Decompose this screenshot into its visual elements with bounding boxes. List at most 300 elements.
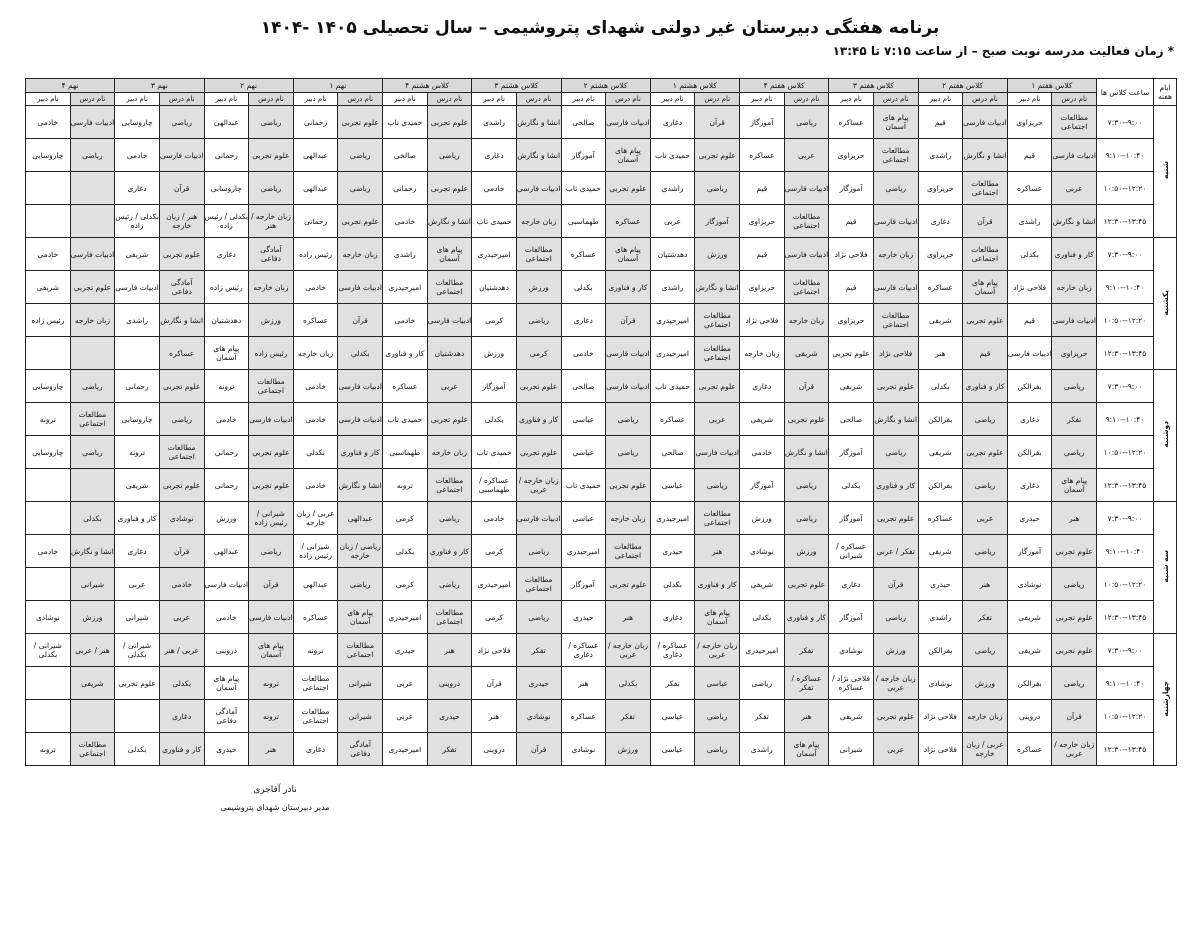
teacher-cell: عیاسی	[561, 436, 606, 469]
subject-cell: ادبیات فارسی	[784, 238, 829, 271]
teacher-cell: قرآن	[472, 667, 517, 700]
subject-cell: شیرانی	[338, 667, 383, 700]
teacher-cell: خادمی	[115, 139, 160, 172]
subject-header: نام درس	[963, 93, 1008, 106]
subject-cell: عباسی	[695, 667, 740, 700]
teacher-cell: امیرحیدری	[740, 634, 785, 667]
teacher-cell: ادبیات فارسی	[1007, 337, 1052, 370]
schedule-hours-note: * زمان فعالیت مدرسه نوبت صبح – از ساعت ۷:۱۵ تا ۱۳:۴۵	[832, 44, 1174, 58]
teacher-cell: رئیس زاده	[204, 271, 249, 304]
subject-cell: ریاضی	[963, 535, 1008, 568]
subject-cell: علوم تجربی	[1052, 634, 1097, 667]
teacher-header: نام دبیر	[561, 93, 606, 106]
teacher-cell: ادبیات فارسی	[115, 271, 160, 304]
schedule-row	[26, 733, 1177, 766]
teacher-cell: نوشادی	[561, 733, 606, 766]
subject-cell: آمادگی دفاعی	[249, 238, 294, 271]
teacher-cell: عربی	[383, 667, 428, 700]
teacher-cell: عساکره / دغاری	[650, 634, 695, 667]
teacher-cell: ریاضی	[740, 667, 785, 700]
subject-cell: بکدلی	[159, 667, 204, 700]
subject-header: نام درس	[606, 93, 651, 106]
teacher-cell: ترونه	[293, 634, 338, 667]
subject-cell: علوم تجربی	[159, 469, 204, 502]
teacher-cell: بفرالکن	[918, 469, 963, 502]
class-header-1: کلاس هفتم ۱	[1007, 79, 1096, 93]
subject-cell: پیام های آسمان	[427, 238, 472, 271]
teacher-cell: امیرحیدری	[650, 337, 695, 370]
teacher-cell: عبدالهی	[293, 568, 338, 601]
subject-cell: علوم تجربی	[159, 370, 204, 403]
teacher-cell: صالحی	[383, 139, 428, 172]
schedule-row	[26, 535, 1177, 568]
subject-cell: ادبیات فارسی	[70, 106, 115, 139]
subject-cell: عربی / هنر	[159, 634, 204, 667]
teacher-header: نام دبیر	[740, 93, 785, 106]
subject-cell: ریاضی	[695, 733, 740, 766]
time-slot: ۷:۳۰--۹:۰۰	[1097, 106, 1154, 139]
subject-header: نام درس	[784, 93, 829, 106]
schedule-row	[26, 370, 1177, 403]
subject-cell: عساکره / تفکر	[784, 667, 829, 700]
teacher-cell: ورزش	[472, 337, 517, 370]
subject-cell: دهدشتیان	[427, 337, 472, 370]
subject-cell: عربی	[784, 139, 829, 172]
teacher-cell: خادمی	[293, 403, 338, 436]
teacher-cell: دغاری	[740, 370, 785, 403]
subject-cell: بکدلی	[338, 337, 383, 370]
time-slot: ۱۲:۳۰--۱۳:۴۵	[1097, 733, 1154, 766]
subject-cell: عساکره	[159, 337, 204, 370]
subject-cell: زبان خارجه	[249, 271, 294, 304]
teacher-cell: فلاحی نژاد	[472, 634, 517, 667]
schedule-row	[26, 436, 1177, 469]
subject-cell: علوم تجربی	[963, 304, 1008, 337]
subject-cell: پیام های آسمان	[784, 733, 829, 766]
subject-cell: زبان خارجه / عربی	[695, 634, 740, 667]
teacher-cell: ورزش	[740, 502, 785, 535]
subject-cell: زبان خارجه / عربی	[516, 469, 561, 502]
teacher-cell: خادمی	[472, 172, 517, 205]
teacher-cell: آموزگار	[472, 370, 517, 403]
subject-cell: مطالعات اجتماعی	[70, 403, 115, 436]
subject-cell: کار و فناوری	[1052, 238, 1097, 271]
subject-cell: قرآن	[159, 172, 204, 205]
teacher-cell: حریزاوی	[829, 139, 874, 172]
subject-cell: ریاضی	[695, 700, 740, 733]
day-label: یکشنبه	[1154, 238, 1177, 370]
subject-cell: انشا و نگارش	[159, 304, 204, 337]
subject-cell: ورزش	[606, 733, 651, 766]
teacher-cell: خادمی	[293, 271, 338, 304]
teacher-cell: راشدی	[1007, 205, 1052, 238]
teacher-cell: عساکره	[740, 139, 785, 172]
subject-cell: ریاضی / زبان خارجه	[338, 535, 383, 568]
subject-cell: علوم تجربی	[963, 436, 1008, 469]
subject-cell: هنر	[695, 535, 740, 568]
subject-cell: مطالعات اجتماعی	[427, 271, 472, 304]
subject-cell: پیام های آسمان	[338, 601, 383, 634]
teacher-cell: ترونه	[115, 436, 160, 469]
subject-cell	[70, 172, 115, 205]
teacher-cell: بکدلی / رئیس زاده	[115, 205, 160, 238]
subject-cell: ریاضی	[873, 172, 918, 205]
subject-cell: ریاضی	[338, 139, 383, 172]
subject-cell: دغاری	[159, 700, 204, 733]
subject-cell: علوم تجربی	[873, 502, 918, 535]
teacher-cell: دغاری	[204, 238, 249, 271]
subject-cell: ریاضی	[249, 106, 294, 139]
subject-cell: قرآن	[784, 370, 829, 403]
subject-cell: علوم تجربی	[427, 403, 472, 436]
class-header-row	[26, 79, 1177, 93]
schedule-row	[26, 502, 1177, 535]
teacher-cell: ورزش	[204, 502, 249, 535]
subject-cell: زبان خارجه / عربی	[873, 667, 918, 700]
subject-cell: مطالعات اجتماعی	[338, 634, 383, 667]
teacher-cell: نوشادی	[829, 634, 874, 667]
teacher-cell: شریفی	[829, 370, 874, 403]
subject-cell: ریاضی	[427, 139, 472, 172]
subject-cell: ریاضی	[873, 601, 918, 634]
teacher-cell: آموزگار	[829, 601, 874, 634]
subject-cell: ریاضی	[1052, 370, 1097, 403]
teacher-cell: قیم	[740, 238, 785, 271]
subject-cell: ریاضی	[784, 469, 829, 502]
subject-cell: ادبیات فارسی	[695, 436, 740, 469]
teacher-cell: دغاری	[650, 106, 695, 139]
teacher-cell: کرمی	[383, 568, 428, 601]
subject-cell: ادبیات فارسی	[784, 172, 829, 205]
subject-cell: ریاضی	[159, 403, 204, 436]
teacher-cell: شریفی	[918, 436, 963, 469]
subject-cell: حیدری	[427, 700, 472, 733]
subject-cell: مطالعات اجتماعی	[516, 238, 561, 271]
subject-cell: ادبیات فارسی	[338, 403, 383, 436]
subject-cell	[70, 337, 115, 370]
teacher-cell: حریزاوی	[829, 304, 874, 337]
subject-header: نام درس	[695, 93, 740, 106]
teacher-cell: امیرحیدری	[383, 601, 428, 634]
subject-cell: عربی / زبان خارجه	[963, 733, 1008, 766]
subject-cell: زبان خارجه	[70, 304, 115, 337]
teacher-cell: بفرالکن	[918, 634, 963, 667]
teacher-cell	[26, 337, 71, 370]
subject-cell: ادبیات فارسی	[249, 601, 294, 634]
teacher-cell: تفکر	[650, 667, 695, 700]
teacher-cell: هنر	[561, 667, 606, 700]
teacher-cell: ترونه	[383, 469, 428, 502]
teacher-cell: رئیس زاده	[26, 304, 71, 337]
teacher-cell: خادمی	[204, 601, 249, 634]
subject-cell: قرآن	[1052, 700, 1097, 733]
teacher-cell: کار و فناوری	[115, 502, 160, 535]
subject-cell: انشا و نگارش	[695, 271, 740, 304]
teacher-cell: عبدالهی	[204, 535, 249, 568]
teacher-header: نام دبیر	[204, 93, 249, 106]
teacher-cell: بفرالکن	[918, 403, 963, 436]
teacher-cell: آموزگار	[740, 469, 785, 502]
teacher-cell	[115, 700, 160, 733]
teacher-header: نام دبیر	[472, 93, 517, 106]
teacher-cell: زبان خارجه	[293, 337, 338, 370]
teacher-cell: راشدی	[650, 172, 695, 205]
schedule-row	[26, 568, 1177, 601]
subject-cell: پیام های آسمان	[606, 238, 651, 271]
teacher-cell: ادبیات فارسی	[204, 568, 249, 601]
teacher-cell: مطالعات اجتماعی	[293, 667, 338, 700]
teacher-cell: کرمی	[472, 601, 517, 634]
subject-cell: ادبیات فارسی	[873, 271, 918, 304]
subject-cell: زبان خارجه / عربی	[606, 634, 651, 667]
teacher-cell: هنر	[472, 700, 517, 733]
subject-cell: ادبیات فارسی	[516, 172, 561, 205]
subject-cell: کار و فناوری	[963, 370, 1008, 403]
teacher-cell: بکدلی	[1007, 238, 1052, 271]
subject-cell: ادبیات فارسی	[516, 502, 561, 535]
teacher-cell: پیام های آسمان	[204, 337, 249, 370]
subject-cell: پیام های آسمان	[249, 634, 294, 667]
time-slot: ۹:۱۰--۱۰:۴۰	[1097, 139, 1154, 172]
subject-teacher-header-row	[26, 93, 1177, 106]
teacher-cell: بکدلی	[561, 271, 606, 304]
subject-cell: هنر	[606, 601, 651, 634]
teacher-cell: حمیدی تاب	[650, 370, 695, 403]
teacher-cell: قیم	[829, 271, 874, 304]
class-header-4: کلاس هفتم ۴	[740, 79, 829, 93]
teacher-cell: حیدری	[204, 733, 249, 766]
time-slot: ۱۲:۳۰--۱۳:۴۵	[1097, 337, 1154, 370]
teacher-cell: امیرحیدری	[472, 238, 517, 271]
time-slot: ۱۰:۵۰--۱۲:۲۰	[1097, 172, 1154, 205]
teacher-cell: عساکره	[383, 370, 428, 403]
subject-cell: ترونه	[249, 667, 294, 700]
subject-cell: شیرانی	[70, 568, 115, 601]
teacher-cell: شریفی	[740, 403, 785, 436]
subject-cell: ریاضی	[784, 106, 829, 139]
subject-cell: مطالعات اجتماعی	[873, 139, 918, 172]
subject-cell: عربی	[1052, 172, 1097, 205]
subject-cell: قرآن	[695, 106, 740, 139]
teacher-header: نام دبیر	[383, 93, 428, 106]
subject-cell: زبان خارجه	[516, 205, 561, 238]
subject-cell: علوم تجربی	[784, 403, 829, 436]
teacher-cell: قیم	[918, 106, 963, 139]
subject-cell: علوم تجربی	[338, 106, 383, 139]
teacher-cell	[115, 337, 160, 370]
subject-cell: پیام های آسمان	[606, 139, 651, 172]
teacher-cell: علوم تجربی	[829, 337, 874, 370]
subject-cell: پیام های آسمان	[873, 106, 918, 139]
teacher-cell: راشدی	[918, 601, 963, 634]
time-slot: ۷:۳۰--۹:۰۰	[1097, 502, 1154, 535]
teacher-cell: دغاری	[561, 304, 606, 337]
schedule-row	[26, 667, 1177, 700]
teacher-cell: زبان خارجه	[740, 337, 785, 370]
subject-cell: ریاضی	[606, 403, 651, 436]
subject-cell: ریاضی	[1052, 568, 1097, 601]
subject-cell: ریاضی	[249, 172, 294, 205]
subject-cell: عربی	[963, 502, 1008, 535]
subject-cell: ریاضی	[338, 172, 383, 205]
schedule-body	[26, 106, 1177, 766]
time-slot: ۷:۳۰--۹:۰۰	[1097, 238, 1154, 271]
subject-cell: قیم	[963, 337, 1008, 370]
subject-cell: علوم تجربی	[873, 370, 918, 403]
teacher-cell: عساکره	[293, 304, 338, 337]
time-slot: ۱۲:۳۰--۱۳:۴۵	[1097, 601, 1154, 634]
subject-cell: نوشادی	[159, 502, 204, 535]
teacher-cell: صالحی	[561, 370, 606, 403]
teacher-cell: دروینی	[472, 733, 517, 766]
teacher-cell: آموزگار	[561, 139, 606, 172]
teacher-cell: بکدلی	[383, 535, 428, 568]
teacher-cell: راشدی	[472, 106, 517, 139]
subject-cell: مطالعات اجتماعی	[784, 205, 829, 238]
subject-cell: پیام های آسمان	[1052, 469, 1097, 502]
subject-cell: کار و فناوری	[159, 733, 204, 766]
teacher-cell: شریفی	[1007, 634, 1052, 667]
teacher-cell	[26, 469, 71, 502]
teacher-cell: چاروسابی	[26, 436, 71, 469]
teacher-cell: آموزگار	[829, 436, 874, 469]
subject-cell: مطالعات اجتماعی	[70, 733, 115, 766]
teacher-cell: بفرالکن	[1007, 667, 1052, 700]
subject-cell: علوم تجربی	[784, 568, 829, 601]
schedule-row	[26, 469, 1177, 502]
teacher-cell: طهماسبی	[561, 205, 606, 238]
subject-cell: ادبیات فارسی	[873, 205, 918, 238]
subject-cell: انشا و نگارش	[1052, 205, 1097, 238]
teacher-cell: رئیس زاده	[293, 238, 338, 271]
teacher-cell: شیرانی / بکدلی	[26, 634, 71, 667]
subject-cell: پیام های آسمان	[695, 601, 740, 634]
schedule-row	[26, 337, 1177, 370]
teacher-cell: فلاحی نژاد	[918, 700, 963, 733]
principal-name: نادر آقاجری	[253, 785, 297, 795]
teacher-cell	[26, 667, 71, 700]
subject-cell: ریاضی	[516, 601, 561, 634]
teacher-cell: ترونه	[26, 733, 71, 766]
teacher-cell: آموزگار	[1007, 535, 1052, 568]
teacher-cell: راشدی	[918, 139, 963, 172]
teacher-cell: فلاحی نژاد	[918, 733, 963, 766]
teacher-cell: عربی	[115, 568, 160, 601]
subject-cell: ادبیات فارسی	[159, 139, 204, 172]
teacher-cell: حیدری	[561, 601, 606, 634]
teacher-cell: بکدلی	[115, 733, 160, 766]
teacher-cell: عساکره	[293, 601, 338, 634]
subject-cell: تفکر / عربی	[873, 535, 918, 568]
teacher-cell: کرمی	[383, 502, 428, 535]
subject-cell	[70, 205, 115, 238]
subject-cell: دروینی	[427, 667, 472, 700]
time-slot: ۱۰:۵۰--۱۲:۲۰	[1097, 304, 1154, 337]
teacher-cell: عساکره / دغاری	[561, 634, 606, 667]
teacher-cell: رحمانی	[204, 469, 249, 502]
subject-cell: قرآن	[159, 535, 204, 568]
teacher-cell: دغاری	[1007, 403, 1052, 436]
page-title: برنامه هفتگی دبیرستان غیر دولتی شهدای پتروشیمی – سال تحصیلی ۱۴۰۵ -۱۴۰۴	[260, 18, 940, 38]
subject-cell: مطالعات اجتماعی	[516, 568, 561, 601]
subject-cell: مطالعات اجتماعی	[695, 304, 740, 337]
subject-cell: ریاضی	[70, 139, 115, 172]
time-slot: ۹:۱۰--۱۰:۴۰	[1097, 403, 1154, 436]
subject-cell: قرآن	[606, 304, 651, 337]
teacher-cell: قیم	[740, 172, 785, 205]
subject-cell: ورزش	[963, 667, 1008, 700]
subject-cell: ترونه	[249, 700, 294, 733]
teacher-cell: بفرالکن	[1007, 370, 1052, 403]
teacher-cell: چاروسابی	[26, 139, 71, 172]
teacher-cell: دروینی	[1007, 700, 1052, 733]
subject-cell: عربی	[159, 601, 204, 634]
subject-cell: عربی	[427, 370, 472, 403]
teacher-cell: شیرانی / بکدلی	[115, 634, 160, 667]
teacher-cell: عیاسی	[650, 733, 695, 766]
subject-cell: نوشادی	[516, 700, 561, 733]
subject-cell: انشا و نگارش	[873, 403, 918, 436]
teacher-cell: دهدشتیان	[472, 271, 517, 304]
teacher-cell: حمیدی تاب	[650, 139, 695, 172]
teacher-cell: عربی	[650, 205, 695, 238]
time-slot: ۱۰:۵۰--۱۲:۲۰	[1097, 568, 1154, 601]
subject-cell: شیرانی / رئیس زاده	[249, 502, 294, 535]
teacher-cell: چاروسابی	[115, 403, 160, 436]
teacher-cell: بکدلی / رئیس زاده	[204, 205, 249, 238]
day-column-header: ایام هفته	[1154, 79, 1177, 106]
subject-cell: ریاضی	[606, 436, 651, 469]
teacher-cell: خادمی	[740, 436, 785, 469]
subject-cell: ریاضی	[427, 568, 472, 601]
subject-cell: انشا و نگارش	[516, 139, 561, 172]
teacher-cell: عساکره	[650, 403, 695, 436]
teacher-cell: عساکره	[918, 271, 963, 304]
subject-cell: علوم تجربی	[338, 205, 383, 238]
subject-header: نام درس	[338, 93, 383, 106]
weekly-schedule-table	[25, 78, 1177, 766]
schedule-row	[26, 205, 1177, 238]
subject-cell: مطالعات اجتماعی	[427, 469, 472, 502]
subject-cell: هنر / زبان خارجه	[159, 205, 204, 238]
teacher-cell: راشدی	[740, 733, 785, 766]
subject-cell: انشا و نگارش	[784, 436, 829, 469]
teacher-header: نام دبیر	[829, 93, 874, 106]
subject-cell: علوم تجربی	[427, 106, 472, 139]
teacher-cell: امیرحیدری	[383, 733, 428, 766]
teacher-cell: ترونه	[26, 403, 71, 436]
subject-cell: ریاضی	[1052, 667, 1097, 700]
teacher-cell: عبدالهی	[293, 139, 338, 172]
subject-cell: مطالعات اجتماعی	[695, 502, 740, 535]
subject-cell: زبان خارجه	[784, 304, 829, 337]
teacher-cell: آموزگار	[561, 568, 606, 601]
teacher-cell: حیدری	[650, 535, 695, 568]
subject-cell: بکدلی	[606, 667, 651, 700]
teacher-cell: دغاری	[472, 139, 517, 172]
subject-cell: علوم تجربی	[606, 469, 651, 502]
teacher-cell: قیم	[1007, 304, 1052, 337]
subject-header: نام درس	[427, 93, 472, 106]
subject-cell: تفکر	[1052, 403, 1097, 436]
subject-cell: انشا و نگارش	[963, 139, 1008, 172]
teacher-cell: عیاسی	[650, 700, 695, 733]
subject-cell: عربی	[873, 733, 918, 766]
subject-header: نام درس	[70, 93, 115, 106]
subject-cell: کار و فناوری	[606, 271, 651, 304]
subject-cell: علوم تجربی	[695, 370, 740, 403]
teacher-cell: خادمی	[472, 502, 517, 535]
